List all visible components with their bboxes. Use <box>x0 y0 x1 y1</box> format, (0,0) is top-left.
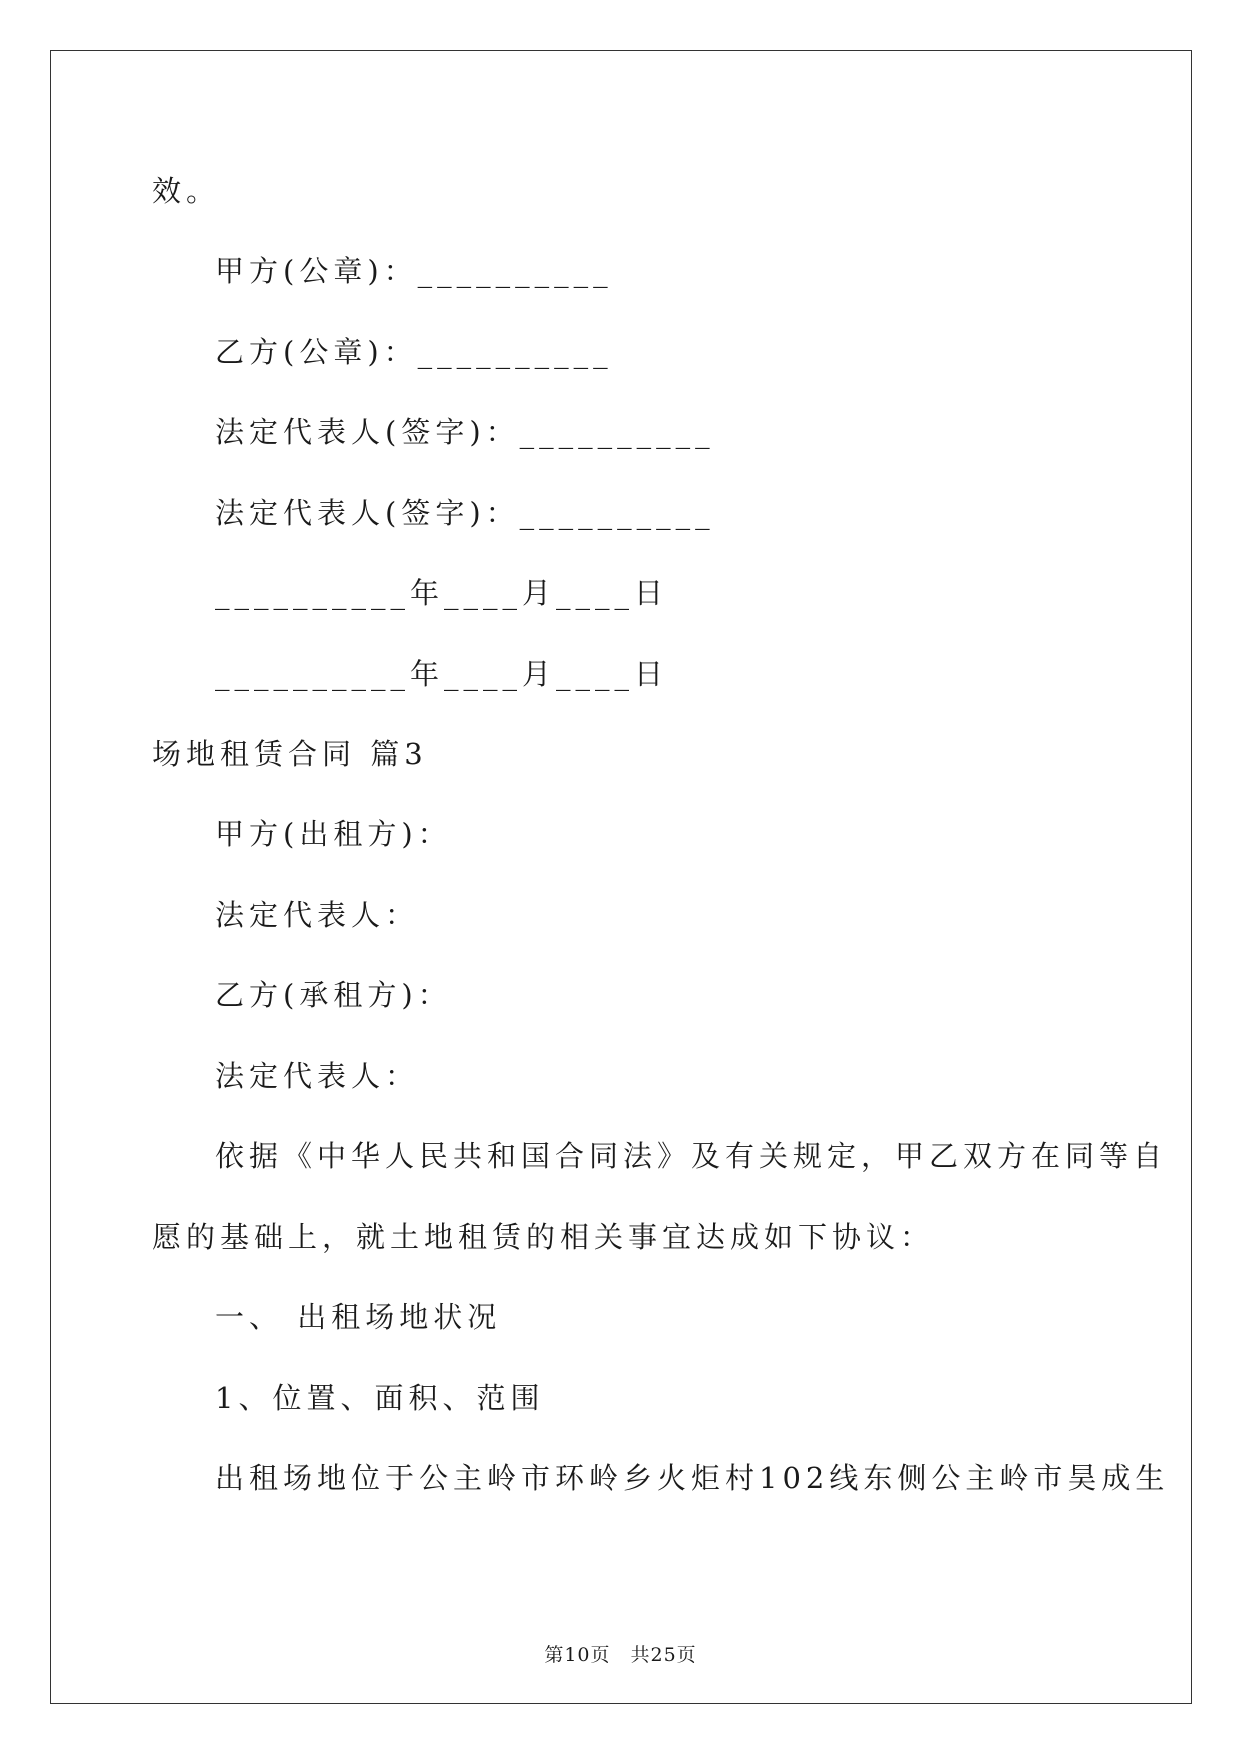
paragraph-line-1: 依据《中华人民共和国合同法》及有关规定，甲乙双方在同等自 <box>215 1139 1168 1173</box>
legal-rep-signature-line-b: 法定代表人(签字)：__________ <box>215 496 715 530</box>
section-heading: 场地租赁合同 篇3 <box>152 737 428 771</box>
page-border <box>50 50 1192 1704</box>
subclause-heading-1: 1、位置、面积、范围 <box>215 1381 545 1415</box>
date-line-a: __________年____月____日 <box>215 576 669 610</box>
paragraph-line-2: 愿的基础上，就土地租赁的相关事宜达成如下协议： <box>152 1220 935 1254</box>
party-b-seal-line: 乙方(公章)：__________ <box>215 335 613 369</box>
paragraph-line-3: 出租场地位于公主岭市环岭乡火炬村102线东侧公主岭市昊成生 <box>215 1461 1170 1495</box>
clause-heading-1: 一、 出租场地状况 <box>215 1300 502 1334</box>
party-b-lessee-line: 乙方(承租方)： <box>215 978 452 1012</box>
date-line-b: __________年____月____日 <box>215 657 669 691</box>
party-a-legal-rep-line: 法定代表人： <box>215 898 420 932</box>
text-line-continuation: 效。 <box>152 174 221 208</box>
party-a-seal-line: 甲方(公章)：__________ <box>215 254 613 288</box>
party-b-legal-rep-line: 法定代表人： <box>215 1059 420 1093</box>
page-number-footer: 第10页 共25页 <box>544 1644 697 1666</box>
legal-rep-signature-line-a: 法定代表人(签字)：__________ <box>215 415 715 449</box>
party-a-lessor-line: 甲方(出租方)： <box>215 817 452 851</box>
